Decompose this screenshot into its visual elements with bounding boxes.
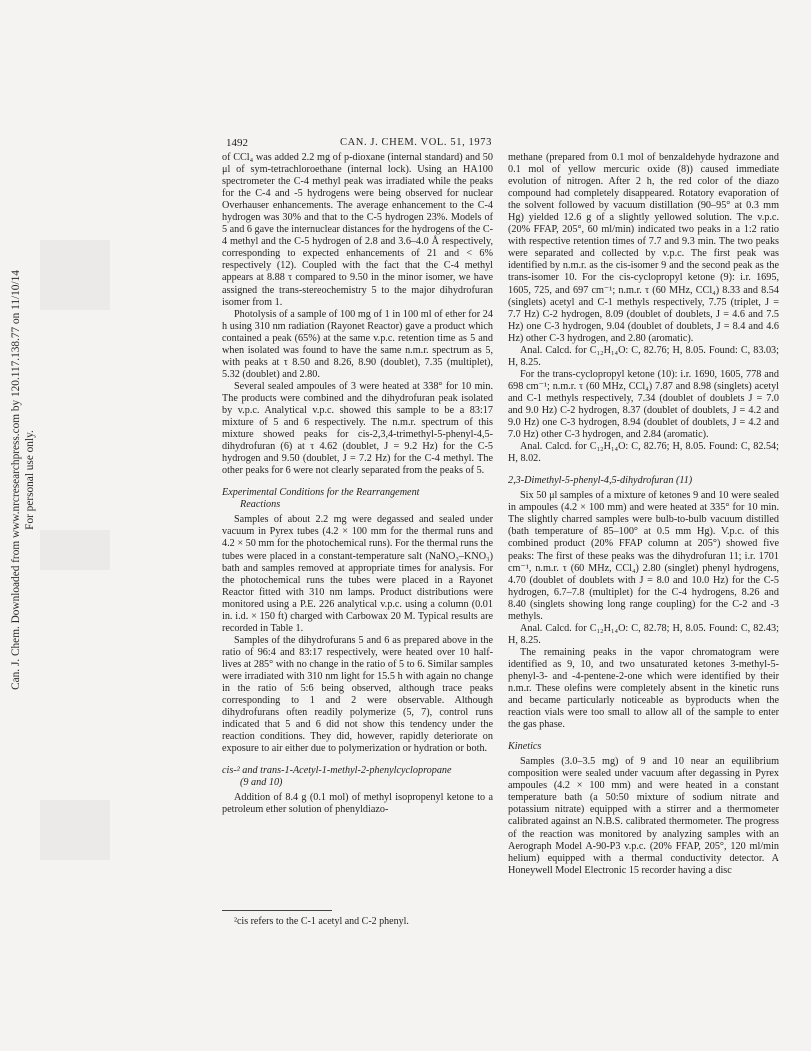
section-heading: 2,3-Dimethyl-5-phenyl-4,5-dihydrofuran (11) bbox=[508, 475, 693, 487]
section-heading: Kinetics bbox=[508, 741, 542, 753]
paragraph: Samples (3.0–3.5 mg) of 9 and 10 near an equilibrium composition were sealed under vacuum after degassing in Pyrex ampoules (4.2 × 100 mm) and were heated in a constant temperature bath (a 50:50 mixture of sodium nitrate and potassium nitrate) equipped with a stirrer and a thermometer calibrated against an N.B.S. calibrated thermometer. The progress of the reaction was monitored by analyzing samples with an Aerograph Model A-90-P3 v.p.c. (20% FFAP, 205°, 120 ml/min helium) equipped with a thermal conductivity detector. A Honeywell Model Electronic 15 recorder having a disc bbox=[508, 756, 779, 876]
section-heading bbox=[222, 487, 493, 511]
heading-line: Reactions bbox=[240, 499, 281, 511]
running-header: CAN. J. CHEM. VOL. 51, 1973 bbox=[340, 137, 492, 148]
paragraph: methane (prepared from 0.1 mol of benzaldehyde hydrazone and 0.1 mol of yellow mercuric oxide (8)) caused immediate evolution of nitrogen. After 2 h, the red color of the diazo compound had completely disappeared. Rotatory evaporation of the solvent followed by vacuum distillation (90–95° at 0.3 mm Hg) yielded 12.6 g of a slightly yellowed solution. The v.p.c. (20% FFAP, 205°, 60 ml/min) indicated two peaks in a 1:2 ratio with respective retention times of 7.7 and 9.3 min. The two peaks were separated and collected by v.p.c. The first peak was identified by n.m.r. as the cis-isomer 9 and the second peak as the trans-isomer 10. For the cis-cyclopropyl ketone (9): i.r. 1695, 1605, 725, and 697 cm⁻¹; n.m.r. τ (60 MHz, CCl₄) 8.33 and 8.54 (singlets) acetyl and C-1 methyls respectively, 7.75 (triplet, J = 7.7 Hz) C-2 hydrogen, 8.09 (doublet of doublets, J = 4.6 and 7.5 Hz) one C-3 hydrogen, 9.04 (doublet of doublets, J = 8.4 and 4.6 Hz) other C-3 hydrogen, and 2.80 (aromatic). bbox=[508, 152, 779, 344]
paragraph: Samples of the dihydrofurans 5 and 6 as prepared above in the ratio of 96:4 and 83:17 respectively, were heated over 10 half-lives at 285° with no change in the ratio of 5 to 6. Similar samples were irradiated with 310 nm light for 15.5 h with again no change in the ratio of 5:6 being observed, although trace peaks corresponding to 1 and 2 were observable. Although dihydrofurans often readily polymerize (5, 7), control runs indicated that 5 and 6 did not show this tendency under the reaction conditions. They did, however, rapidly deteriorate on exposure to air either due to polymerization or hydration or both. bbox=[222, 634, 493, 755]
paragraph: Several sealed ampoules of 3 were heated at 338° for 10 min. The products were combined and the dihydrofuran peak isolated by v.p.c. Analytical v.p.c. showed this sample to be a 83:17 mixture of 5 and 6 respectively. The n.m.r. spectrum of this mixture showed peaks for cis-2,3,4-trimethyl-5-phenyl-4,5-dihydrofuran (6) at τ 4.62 (doublet, J = 9.2 Hz) for the C-5 hydrogen and 9.50 (doublet, J = 7.2 Hz) for the C-4 methyl. The other peaks for 6 were not clearly separated from the peaks of 5. bbox=[222, 380, 493, 477]
left-column bbox=[222, 152, 493, 816]
heading-line: cis-² and trans-1-Acetyl-1-methyl-2-phenylcyclopropane bbox=[222, 765, 452, 777]
watermark-line: Can. J. Chem. Downloaded from www.nrcresearchpress.com by 120.117.138.77 on 11/10/14 bbox=[10, 270, 23, 690]
paragraph: For the trans-cyclopropyl ketone (10): i.r. 1690, 1605, 778 and 698 cm⁻¹; n.m.r. τ (60 MHz, CCl₄) 7.87 and 8.98 (singlets) acetyl and C-1 methyls respectively, 7.34 (doublet of doublets J = 7.0 and 9.0 Hz) C-2 hydrogen, 8.37 (doublet of doublets, J = 4.2 and 9.0 Hz) one C-3 hydrogen, 8.94 (doublet of doublets, J = 4.2 and 7.0 Hz) other C-3 hydrogen, and 2.84 (aromatic). bbox=[508, 368, 779, 441]
download-watermark bbox=[6, 200, 40, 760]
section-heading bbox=[222, 765, 493, 789]
right-column bbox=[508, 152, 779, 877]
footnote bbox=[222, 910, 493, 928]
paragraph: Six 50 μl samples of a mixture of ketones 9 and 10 were sealed in ampoules (4.2 × 100 mm) and were heated at 335° for 10 min. The slightly charred samples were bulb-to-bulb vacuum distilled (bath temperature of 85–100° at 0.5 mm Hg). V.p.c. of this combined product (20% FFAP column at 205°) showed five peaks: The first of these peaks was the dihydrofuran 11; i.r. 1701 cm⁻¹, n.m.r. τ (60 MHz, CCl₄) 2.80 (singlet) phenyl hydrogens, 4.70 (doublet of doublets with J = 8.0 and 10.0 Hz) for the C-5 hydrogen, 6.7–7.8 (multiplet) for the C-4 hydrogens, 8.26 and 8.40 (singlets showing long range coupling) for the C-2 and -3 methyls. bbox=[508, 490, 779, 622]
heading-line: (9 and 10) bbox=[240, 777, 283, 789]
paragraph: The remaining peaks in the vapor chromatogram were identified as 9, 10, and two unsaturated ketones 3-methyl-5-phenyl-3- and -4-pentene-2-one which were identified by their n.m.r. These olefins were completely absent in the kinetic runs and became particularly noticeable as byproducts when the reaction vials were too small to allow all of the sample to enter the gas phase. bbox=[508, 646, 779, 731]
scan-smudge bbox=[40, 800, 110, 860]
scan-smudge bbox=[40, 530, 110, 570]
paragraph: Anal. Calcd. for C₁₂H₁₄O: C, 82.76; H, 8.05. Found: C, 83.03; H, 8.25. bbox=[508, 344, 779, 368]
footnote-rule bbox=[222, 910, 332, 911]
paragraph: of CCl₄ was added 2.2 mg of p-dioxane (internal standard) and 50 μl of sym-tetrachloroethane (internal lock). Using an HA100 spectrometer the C-4 methyl peak was irradiated while the peaks for the C-4 and -5 hydrogens were being observed for nuclear Overhauser enhancements. The average enhancement to the C-4 hydrogen was 30% and that to the C-5 hydrogen 23%. Models of 5 and 6 gave the internuclear distances for the hydrogens of the C-4 methyl and the C-5 hydrogen of 2.8 and 3.6–4.0 Å respectively, corresponding to expected enhancements of 21 and < 6% respectively (12). Coupled with the fact that the C-4 methyl appears at 8.88 τ compared to 9.50 in the minor isomer, we have assigned the trans-stereochemistry 5 to the major dihydrofuran isomer from 1. bbox=[222, 152, 494, 308]
watermark-line: For personal use only. bbox=[24, 430, 37, 530]
page-number: 1492 bbox=[226, 137, 248, 149]
paragraph: Anal. Calcd. for C₁₂H₁₄O: C, 82.78; H, 8.05. Found: C, 82.43; H, 8.25. bbox=[508, 622, 779, 646]
paragraph: Samples of about 2.2 mg were degassed and sealed under vacuum in Pyrex tubes (4.2 × 100 mm for the thermal runs and 4.2 × 50 mm for the photochemical runs). For the thermal runs the tubes were placed in a constant-temperature salt (NaNO₃–KNO₃) bath and samples removed at appropriate times for analysis. For the photochemical runs the tubes were placed in a Rayonet Reactor fitted with 310 nm lamps. Product distributions were monitored using a P.E. 226 analytical v.p.c. using a column (0.01 in. i.d. × 150 ft) charged with Carbowax 20 M. Typical results are recorded in Table 1. bbox=[222, 514, 493, 634]
scan-smudge bbox=[40, 240, 110, 310]
paragraph: Addition of 8.4 g (0.1 mol) of methyl isopropenyl ketone to a petroleum ether solution of phenyldiazo- bbox=[222, 792, 493, 816]
paragraph: Photolysis of a sample of 100 mg of 1 in 100 ml of ether for 24 h using 310 nm radiation (Rayonet Reactor) gave a product which contained a peak (65%) at the same v.p.c. retention time as 5 and when isolated was found to have the same n.m.r. spectrum as 5, with peaks at τ 8.50 and 8.26, 8.90 (doublet), 7.35 (multiplet), 5.32 (doublet) and 2.80. bbox=[222, 308, 493, 380]
footnote-text: ²cis refers to the C-1 acetyl and C-2 phenyl. bbox=[234, 916, 409, 927]
heading-line: Experimental Conditions for the Rearrangement bbox=[222, 487, 420, 499]
paragraph: Anal. Calcd. for C₁₂H₁₄O: C, 82.76; H, 8.05. Found: C, 82.54; H, 8.02. bbox=[508, 441, 779, 465]
